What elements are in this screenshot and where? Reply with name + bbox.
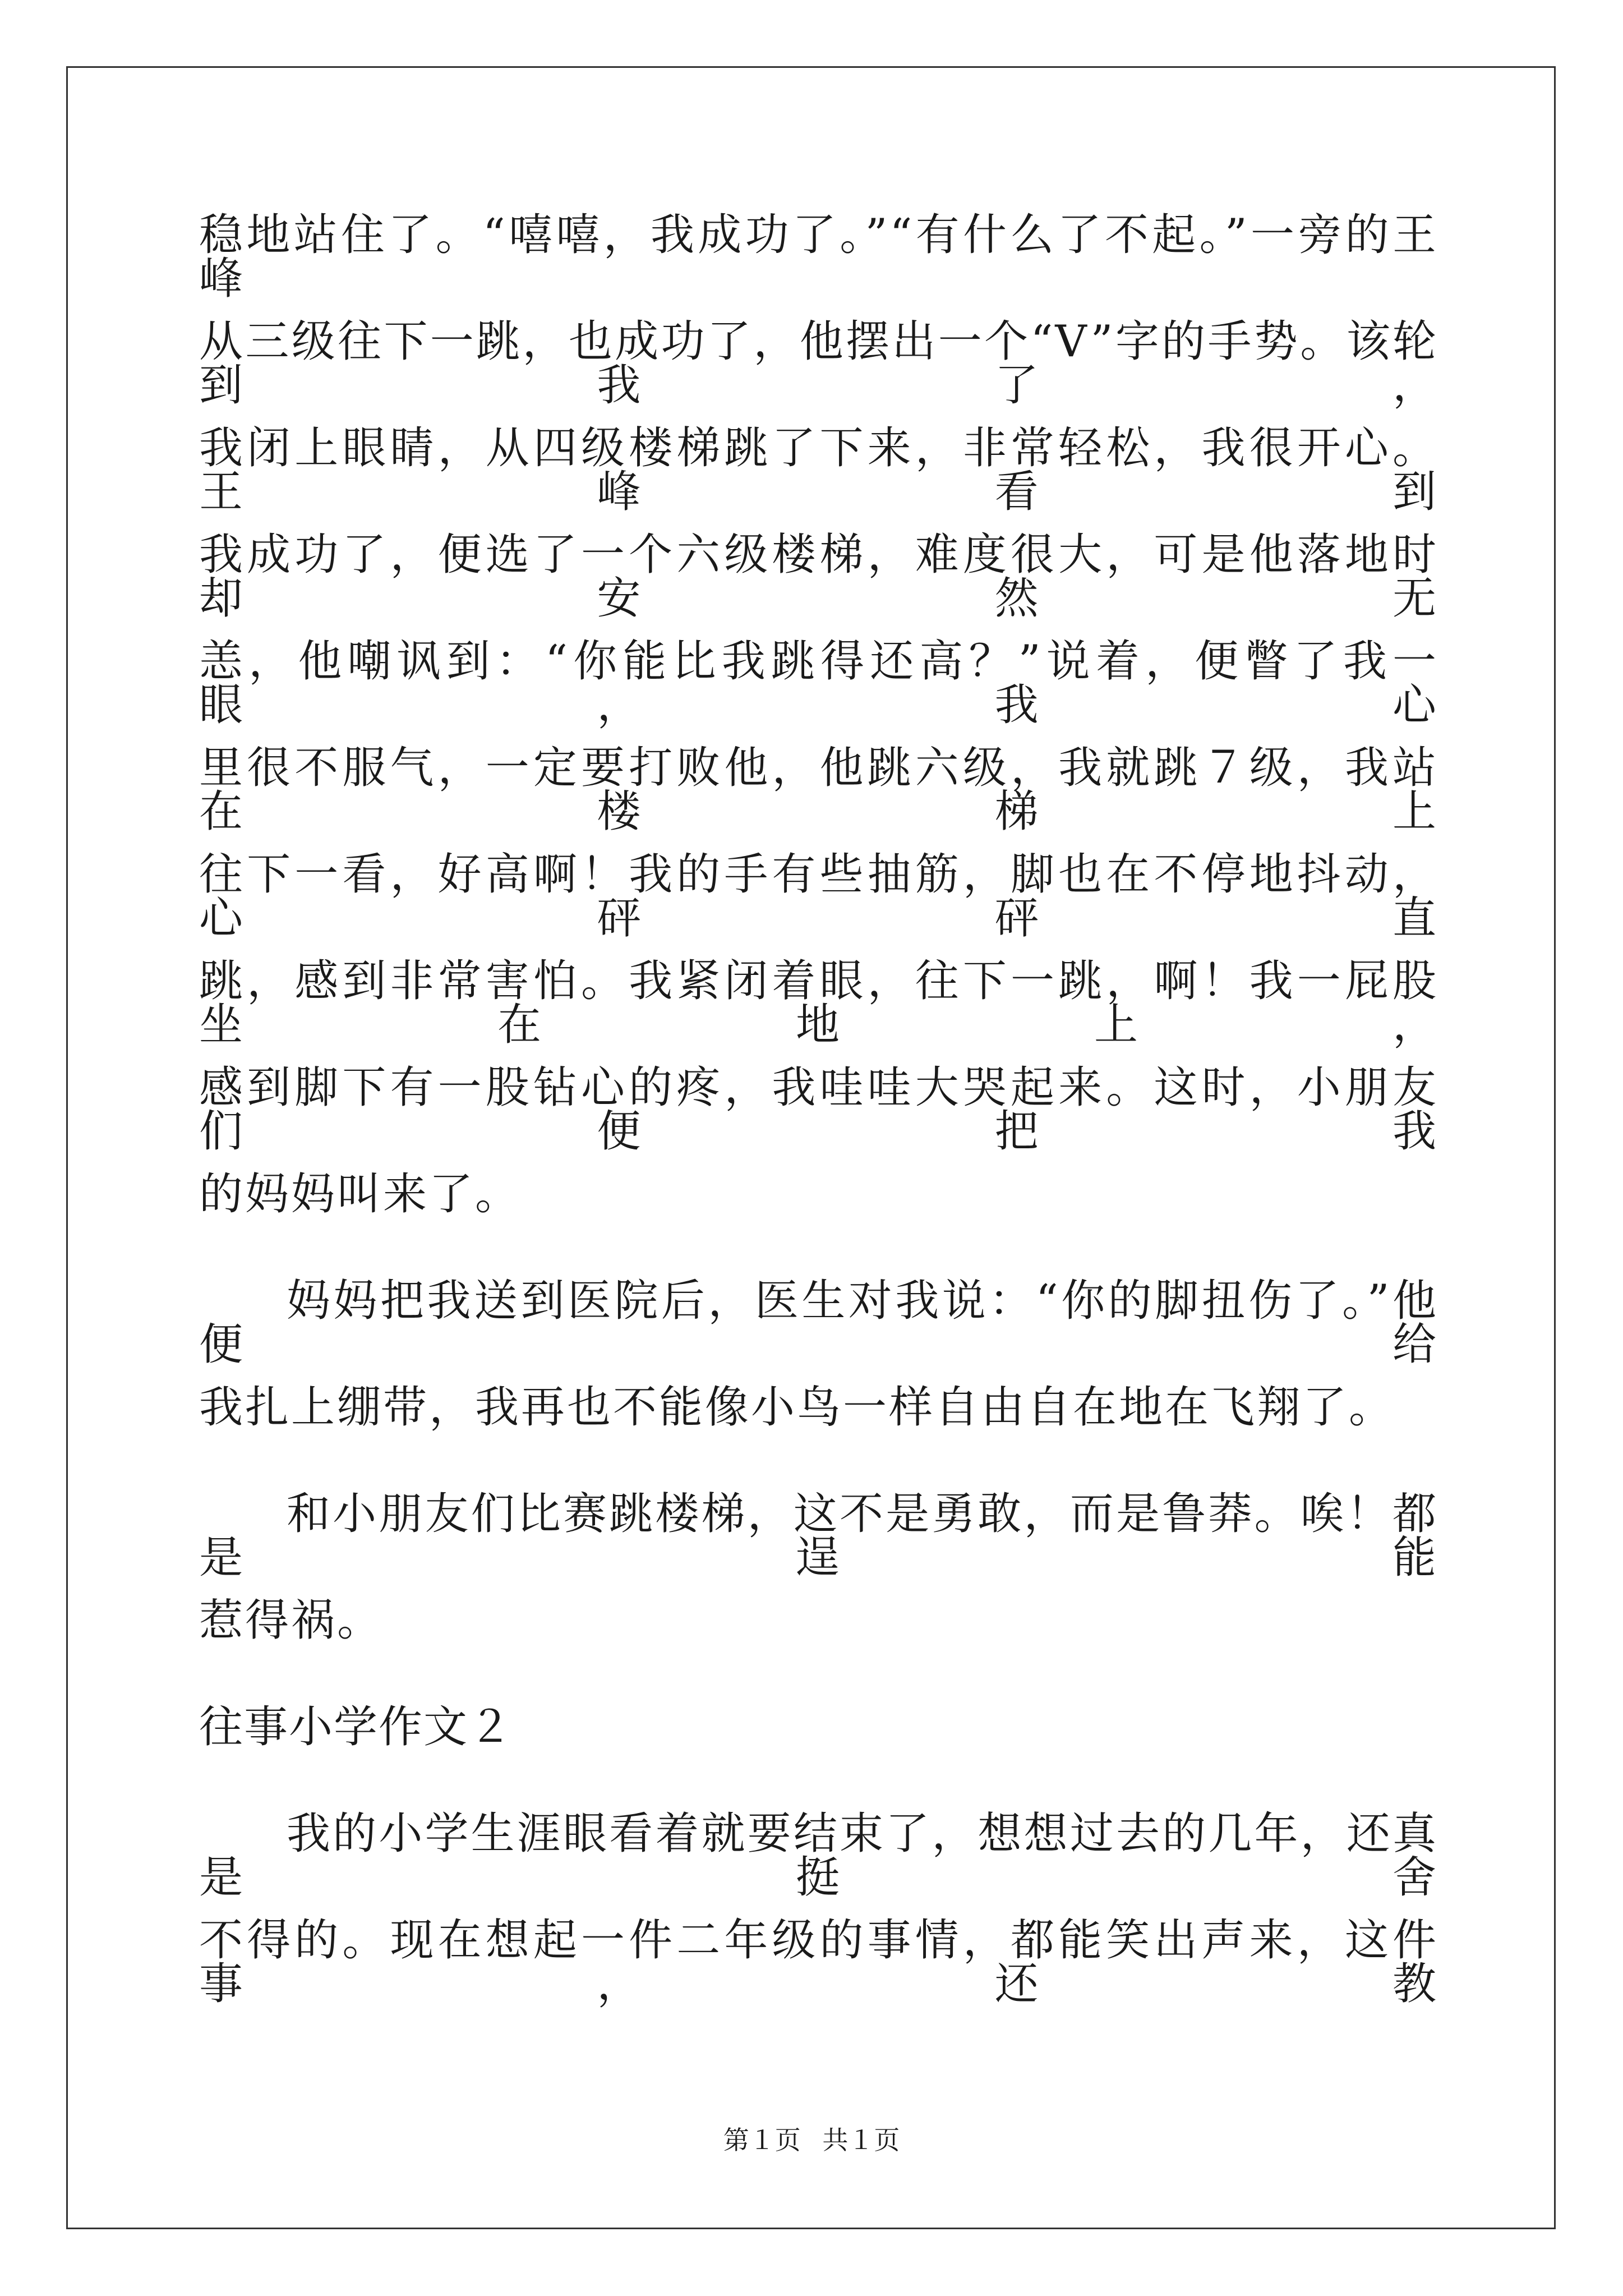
text-line: 往下一看，好高啊！我的手有些抽筋，脚也在不停地抖动，心砰砰直	[199, 849, 1438, 944]
text-line: 从三级往下一跳，也成功了，他摆出一个“V”字的手势。该轮到我了，	[199, 316, 1438, 411]
paragraph-first-line: 和小朋友们比赛跳楼梯，这不是勇敢，而是鲁莽。唉！都是逞能	[199, 1489, 1438, 1583]
text-line: 感到脚下有一股钻心的疼，我哇哇大哭起来。这时，小朋友们便把我	[199, 1062, 1438, 1157]
text-line: 我成功了，便选了一个六级楼梯，难度很大，可是他落地时却安然无	[199, 530, 1438, 624]
text-line: 恙，他嘲讽到：“你能比我跳得还高？”说着，便瞥了我一眼，我心	[199, 636, 1438, 730]
text-line: 跳，感到非常害怕。我紧闭着眼，往下一跳，啊！我一屁股坐在地上，	[199, 956, 1438, 1050]
text-line: 的妈妈叫来了。	[199, 1169, 522, 1220]
page-total: 共１页	[822, 2125, 900, 2155]
text-line: 我扎上绷带，我再也不能像小鸟一样自由自在地在飞翔了。	[199, 1382, 1395, 1433]
page-footer	[0, 2126, 1623, 2154]
text-line: 稳地站住了。“嘻嘻，我成功了。”“有什么了不起。”一旁的王峰	[199, 210, 1438, 304]
paragraph-first-line: 我的小学生涯眼看着就要结束了，想想过去的几年，还真是挺舍	[199, 1809, 1438, 1903]
text-line: 惹得祸。	[199, 1595, 384, 1646]
page-number: 第１页	[723, 2125, 801, 2155]
text-line: 不得的。现在想起一件二年级的事情，都能笑出声来，这件事，还教	[199, 1915, 1438, 2009]
section-heading: 往事小学作文２	[199, 1702, 514, 1752]
text-line: 我闭上眼睛，从四级楼梯跳了下来，非常轻松，我很开心。王峰看到	[199, 423, 1438, 517]
text-line: 里很不服气，一定要打败他，他跳六级，我就跳７级，我站在楼梯上	[199, 743, 1438, 837]
paragraph-first-line: 妈妈把我送到医院后，医生对我说：“你的脚扭伤了。”他便给	[199, 1276, 1438, 1370]
document-body	[199, 210, 1438, 2025]
